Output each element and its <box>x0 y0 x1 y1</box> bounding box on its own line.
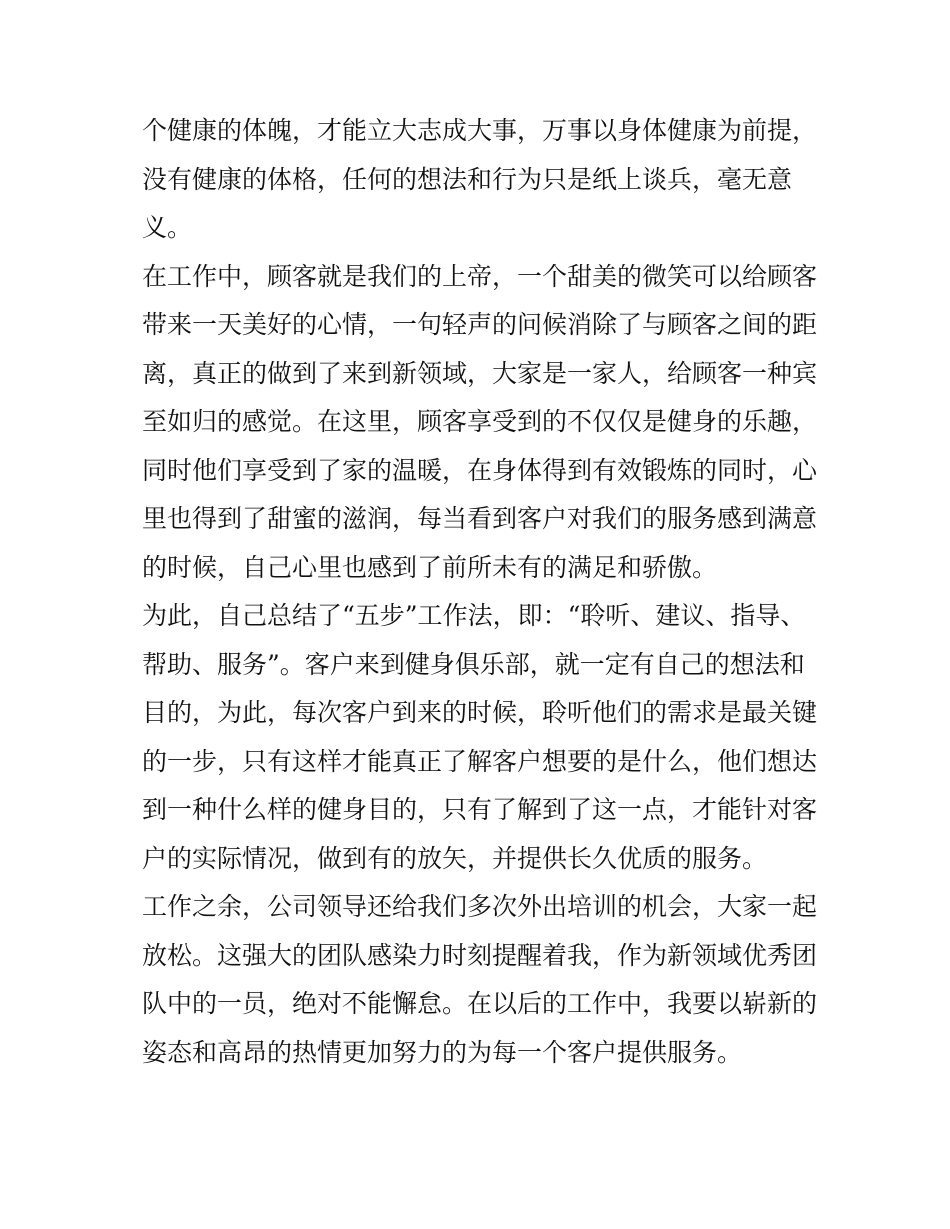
document-body <box>142 107 822 1077</box>
text-line: 带来一天美好的心情，一句轻声的问候消除了与顾客之间的距 <box>142 310 818 339</box>
text-line: 目的，为此，每次客户到来的时候，聆听他们的需求是最关键 <box>142 698 818 727</box>
text-line: 同时他们享受到了家的温暖，在身体得到有效锻炼的同时，心 <box>142 455 818 485</box>
text-line: 至如归的感觉。在这里，顾客享受到的不仅仅是健身的乐趣， <box>142 407 818 436</box>
text-line: 户的实际情况，做到有的放矢，并提供长久优质的服务。 <box>142 843 768 873</box>
text-line: 队中的一员，绝对不能懈怠。在以后的工作中，我要以崭新的 <box>142 989 818 1018</box>
text-line: 帮助、服务”。客户来到健身俱乐部，就一定有自己的想法和 <box>142 649 805 679</box>
text-line: 个健康的体魄，才能立大志成大事，万事以身体健康为前提， <box>142 116 818 145</box>
text-line: 离，真正的做到了来到新领域，大家是一家人，给顾客一种宾 <box>142 358 818 388</box>
text-line: 放松。这强大的团队感染力时刻提醒着我，作为新领域优秀团 <box>142 940 818 970</box>
text-line: 义。 <box>142 213 193 242</box>
text-line: 在工作中，顾客就是我们的上帝，一个甜美的微笑可以给顾客 <box>142 261 818 291</box>
text-line: 里也得到了甜蜜的滋润，每当看到客户对我们的服务感到满意 <box>142 504 818 533</box>
text-line: 为此，自己总结了“五步”工作法，即：“聆听、建议、指导、 <box>142 601 806 630</box>
text-line: 没有健康的体格，任何的想法和行为只是纸上谈兵，毫无意 <box>142 164 793 194</box>
text-line: 工作之余，公司领导还给我们多次外出培训的机会，大家一起 <box>142 892 818 921</box>
text-line: 的一步，只有这样才能真正了解客户想要的是什么，他们想达 <box>142 746 818 776</box>
text-line: 姿态和高昂的热情更加努力的为每一个客户提供服务。 <box>142 1037 743 1067</box>
text-line: 的时候，自己心里也感到了前所未有的满足和骄傲。 <box>142 552 718 582</box>
text-line: 到一种什么样的健身目的，只有了解到了这一点，才能针对客 <box>142 795 818 824</box>
